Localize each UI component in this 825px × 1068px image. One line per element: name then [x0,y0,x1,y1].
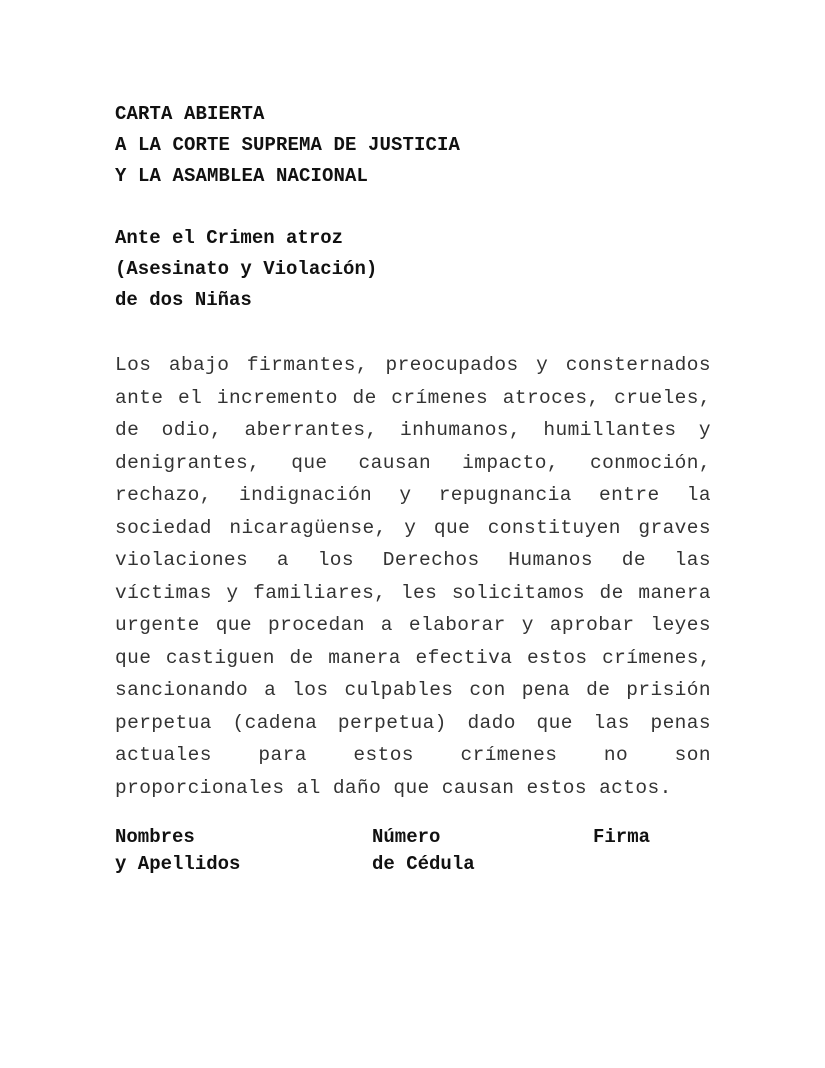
column-header-id-line-2: de Cédula [372,853,475,875]
column-header-id-line-1: Número [372,826,441,848]
letter-page [115,99,715,875]
column-header-signature-line-1: Firma [593,826,651,848]
subject-line-3: de dos Niñas [115,289,252,311]
heading-line-3: Y LA ASAMBLEA NACIONAL [115,165,369,187]
heading-line-2: A LA CORTE SUPREMA DE JUSTICIA [115,134,461,156]
letter-subject [115,223,715,316]
column-header-signature [593,824,650,851]
column-header-names [115,824,240,878]
letter-heading [115,99,715,192]
column-header-names-line-2: y Apellidos [115,853,241,875]
column-header-id-number [372,824,475,878]
subject-line-1: Ante el Crimen atroz [115,227,344,249]
column-header-names-line-1: Nombres [115,826,195,848]
heading-line-1: CARTA ABIERTA [115,103,265,125]
letter-body-paragraph: Los abajo firmantes, preocupados y consternados ante el incremento de crímenes atroces, crueles, de odio, aberrantes, inhumanos, humillantes y denigrantes, que causan impacto, conmoción, rechazo, indignación y repugnancia entre la sociedad nicaragüense, y que constituyen graves violaciones a los Derechos Humanos de las víctimas y familiares, les solicitamos de manera urgente que procedan a elaborar y aprobar leyes que castiguen de manera efectiva estos crímenes, sancionando a los culpables con pena de prisión perpetua (cadena perpetua) dado que las penas actuales para estos crímenes no son proporcionales al daño que causan estos actos. [115,354,711,799]
subject-line-2: (Asesinato y Violación) [115,258,378,280]
